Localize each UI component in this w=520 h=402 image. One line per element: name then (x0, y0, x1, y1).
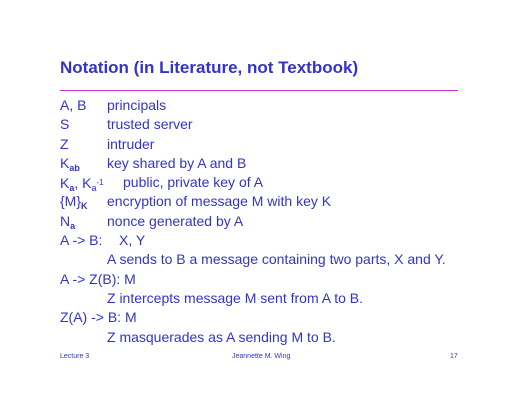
term-subscript: a (70, 220, 76, 231)
notation-term: Z (60, 135, 69, 152)
term-subscript: ab (69, 162, 80, 173)
term-subscript: a (69, 183, 75, 194)
notation-term: Z(A) -> B: M (60, 309, 137, 326)
term-separator: , (74, 175, 83, 192)
notation-description: Z intercepts message M sent from A to B. (107, 289, 363, 306)
message-parts: X, Y (119, 232, 146, 249)
notation-definition: public, private key of A (123, 174, 264, 191)
notation-term: S (60, 116, 70, 133)
notation-description: A sends to B a message containing two parts, X and Y. (107, 251, 446, 268)
footer-page-number: 17 (450, 353, 458, 360)
footer-author: Jeannette M. Wing (232, 353, 291, 360)
term-superscript: -1 (96, 178, 104, 188)
notation-definition: trusted server (107, 116, 193, 133)
notation-definition: encryption of message M with key K (107, 193, 332, 210)
term-subscript: K (81, 201, 88, 212)
notation-description: Z masquerades as A sending M to B. (107, 328, 336, 345)
notation-definition: nonce generated by A (107, 212, 244, 229)
notation-term: A, B (60, 97, 87, 113)
notation-definition: principals (107, 97, 167, 113)
term-subscript: a (91, 183, 97, 194)
notation-term: A -> Z(B): M (60, 270, 136, 287)
term-main: N (60, 212, 71, 229)
term-main: K (82, 175, 92, 192)
notation-definition: intruder (107, 135, 155, 152)
term-main: K (60, 154, 70, 171)
notation-definition: key shared by A and B (107, 154, 247, 171)
term-main: {M} (60, 193, 82, 210)
slide-title: Notation (in Literature, not Textbook) (60, 58, 359, 77)
notation-term: A -> B: (60, 232, 103, 249)
term-main: K (60, 175, 70, 192)
footer-lecture: Lecture 3 (60, 353, 90, 360)
title-divider (60, 90, 458, 91)
